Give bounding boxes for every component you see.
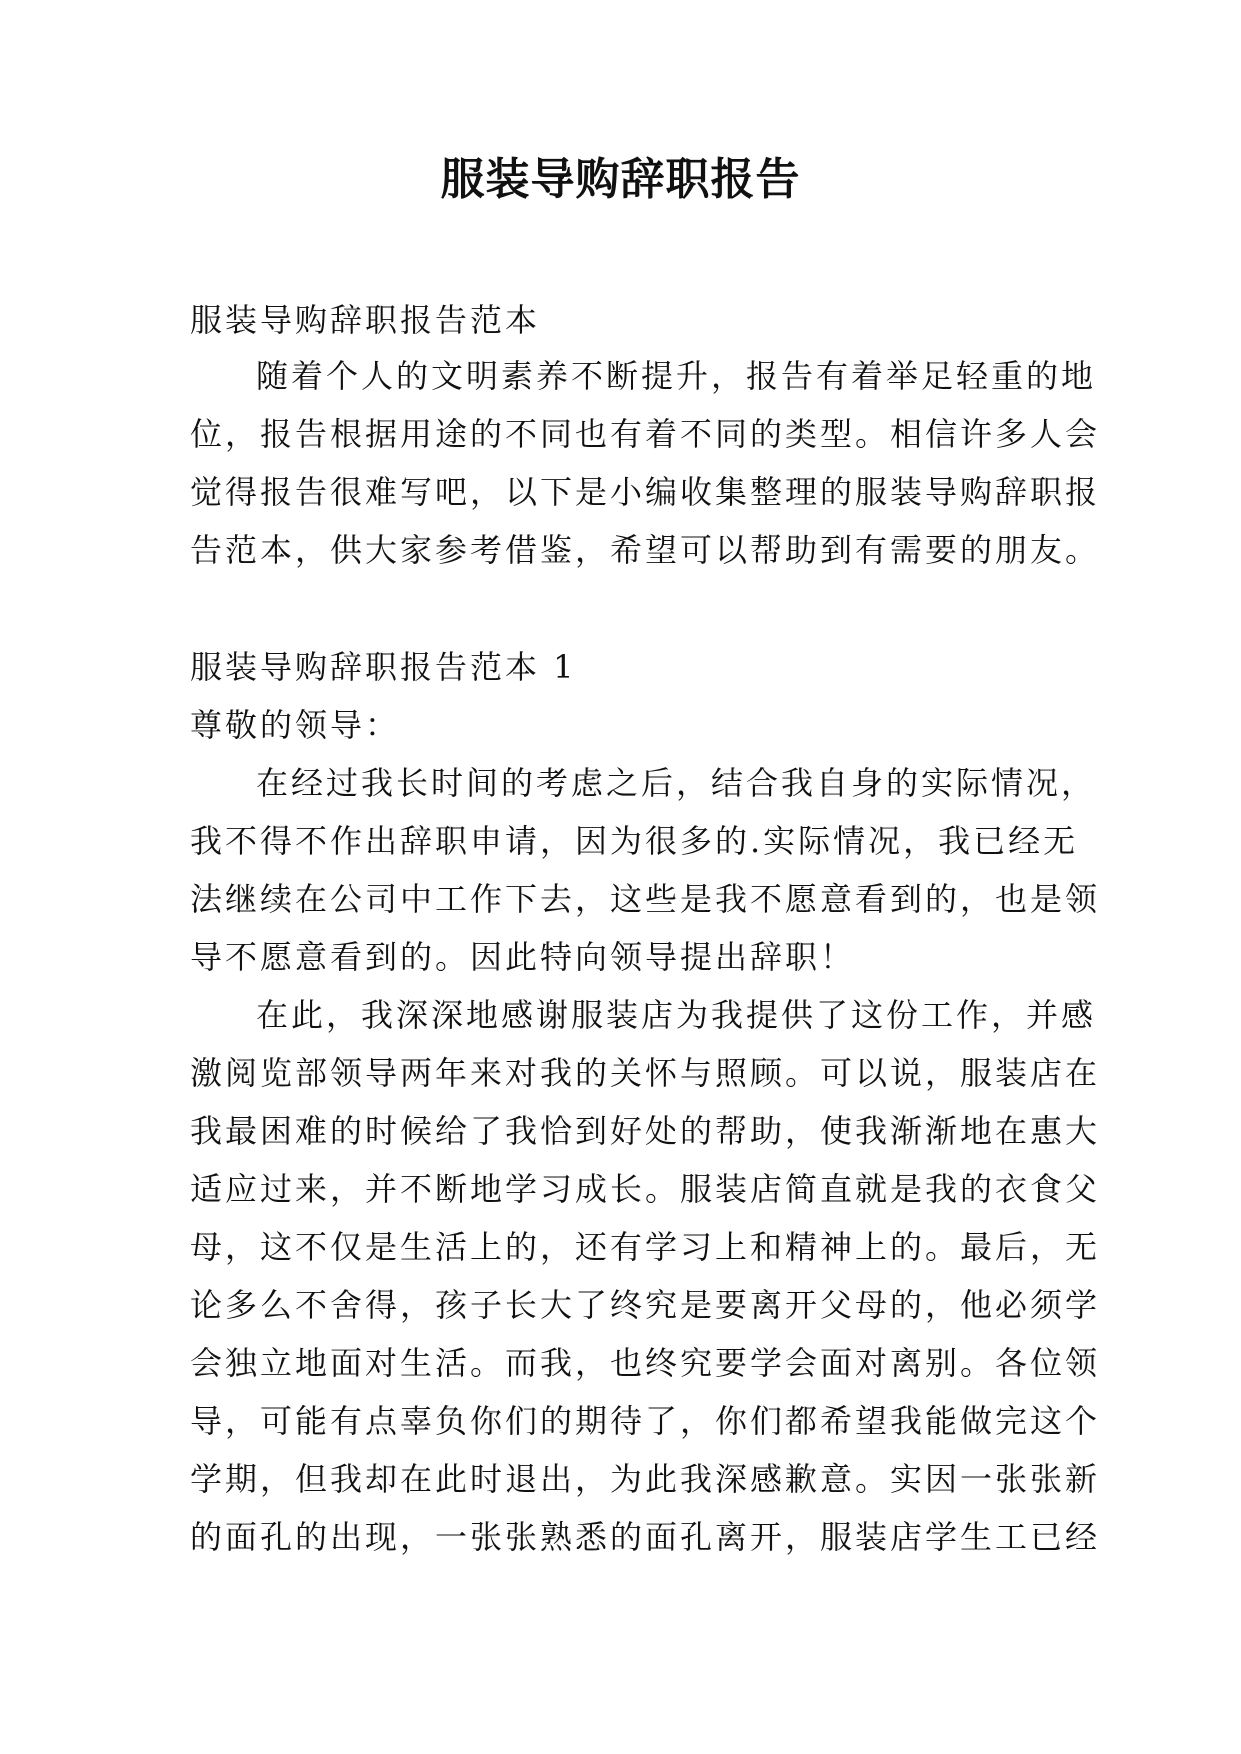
paragraph-line: 激阅览部领导两年来对我的关怀与照顾。可以说，服装店在 — [190, 1054, 1101, 1092]
paragraph-line: 在此，我深深地感谢服装店为我提供了这份工作，并感 — [256, 996, 1097, 1034]
intro-line: 位，报告根据用途的不同也有着不同的类型。相信许多人会 — [190, 415, 1101, 453]
salutation: 尊敬的领导： — [190, 706, 401, 744]
paragraph-line: 会独立地面对生活。而我，也终究要学会面对离别。各位领 — [190, 1344, 1101, 1382]
paragraph-line: 学期，但我却在此时退出，为此我深感歉意。实因一张张新 — [190, 1460, 1101, 1498]
paragraph-line: 适应过来，并不断地学习成长。服装店简直就是我的衣食父 — [190, 1170, 1101, 1208]
paragraph-line: 我最困难的时候给了我恰到好处的帮助，使我渐渐地在惠大 — [190, 1112, 1101, 1150]
intro-line: 随着个人的文明素养不断提升，报告有着举足轻重的地 — [256, 357, 1097, 395]
intro-line: 觉得报告很难写吧，以下是小编收集整理的服装导购辞职报 — [190, 473, 1101, 511]
paragraph-line: 在经过我长时间的考虑之后，结合我自身的实际情况， — [256, 764, 1097, 802]
paragraph-line: 我不得不作出辞职申请，因为很多的.实际情况，我已经无 — [190, 822, 1079, 860]
section-heading: 服装导购辞职报告范本 1 — [190, 648, 577, 686]
document-title: 服装导购辞职报告 — [440, 154, 801, 205]
paragraph-line: 导，可能有点辜负你们的期待了，你们都希望我能做完这个 — [190, 1402, 1101, 1440]
paragraph-line: 法继续在公司中工作下去，这些是我不愿意看到的，也是领 — [190, 880, 1101, 918]
intro-line: 告范本，供大家参考借鉴，希望可以帮助到有需要的朋友。 — [190, 531, 1101, 569]
paragraph-line: 的面孔的出现，一张张熟悉的面孔离开，服装店学生工已经 — [190, 1518, 1101, 1556]
paragraph-line: 母，这不仅是生活上的，还有学习上和精神上的。最后，无 — [190, 1228, 1101, 1266]
subtitle: 服装导购辞职报告范本 — [190, 301, 541, 339]
paragraph-line: 论多么不舍得，孩子长大了终究是要离开父母的，他必须学 — [190, 1286, 1101, 1324]
paragraph-line: 导不愿意看到的。因此特向领导提出辞职！ — [190, 938, 856, 976]
